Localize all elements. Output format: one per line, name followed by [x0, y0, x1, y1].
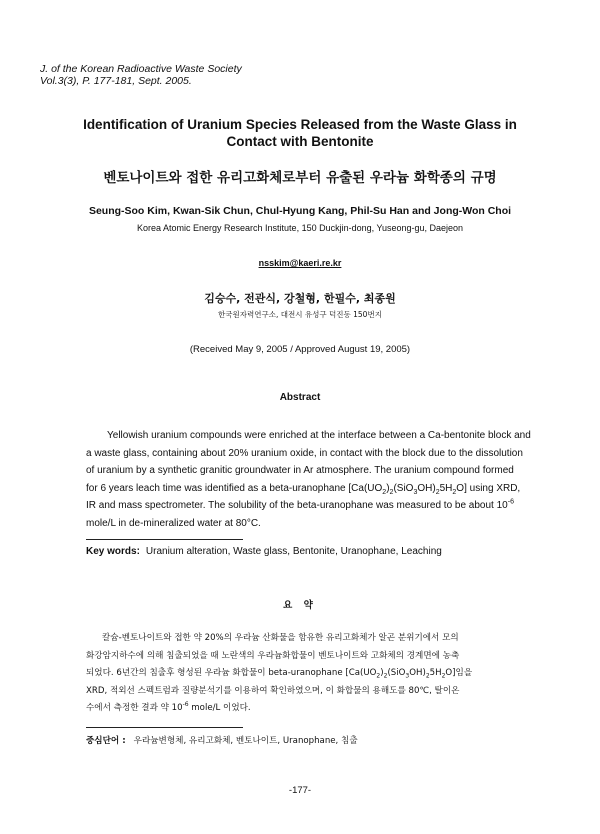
korean-abstract-line: 칼슘-벤토나이트와 접한 약 20%의 우라늄 산화물을 함유한 유리고화체가 알곤 분위기에서 모의	[102, 633, 459, 643]
journal-citation	[40, 63, 242, 87]
text-run: OH)	[417, 482, 436, 494]
korean-abstract-body	[86, 630, 526, 718]
abstract-line: mole/L in de-mineralized water at 80°C.	[86, 517, 261, 529]
abstract-line: Yellowish uranium compounds were enriched at the interface between a Ca-bentonite block and	[107, 430, 531, 441]
text-run: 5H	[429, 668, 442, 679]
received-dates: (Received May 9, 2005 / Approved August 19, 2005)	[189, 344, 411, 355]
abstract-body	[86, 427, 531, 533]
korean-abstract-line	[86, 665, 526, 683]
subscript: 2	[382, 488, 387, 496]
text-run: IR and mass spectrometer. The solubility of the beta-uranophane was measured to be about 10	[86, 500, 508, 512]
abstract-heading: Abstract	[279, 392, 321, 403]
superscript: -6	[507, 499, 514, 507]
korean-keywords-text: 우라늄변형체, 유리고화체, 벤토나이트, Uranophane, 침출	[133, 736, 358, 746]
subscript: 2	[435, 488, 440, 496]
abstract-line: of uranium by a synthetic granitic groundwater in Ar atmosphere. The uranium compound formed	[86, 465, 514, 477]
korean-affiliation: 한국원자력연구소, 대전시 유성구 덕진동 150번지	[218, 310, 382, 319]
text-run: mole/L 이었다.	[188, 703, 251, 714]
page-number: -177-	[288, 785, 312, 796]
keywords-text: Uranium alteration, Waste glass, Bentonite, Uranophane, Leaching	[145, 546, 442, 557]
subscript: 2	[425, 672, 430, 680]
text-run: for 6 years leach time was identified as a beta-uranophane [Ca(UO	[86, 482, 383, 494]
korean-abstract-line: 화강암지하수에 의해 침출되었을 때 노란색의 우라늄화합물이 벤토나이트와 고화체의 경계면에 농축	[86, 650, 460, 661]
affiliation: Korea Atomic Energy Research Institute, 150 Duckjin-dong, Yuseong-gu, Daejeon	[136, 223, 464, 233]
subscript: 2	[383, 672, 388, 680]
abstract-line	[86, 480, 522, 498]
keywords-label: Key words:	[86, 546, 140, 557]
subscript: 2	[452, 488, 457, 496]
korean-abstract-line: XRD, 적외선 스펙트럼과 질량분석기를 이용하여 확인하였으며, 이 화합물의 용해도를 80℃, 탈이온	[86, 685, 460, 696]
text-run: (SiO	[393, 482, 414, 494]
korean-author-list: 김승수, 전관식, 강철형, 한필수, 최종원	[204, 292, 396, 305]
author-email[interactable]: nsskim@kaeri.re.kr	[258, 258, 342, 268]
korean-abstract-heading: 요 약	[283, 600, 317, 611]
subscript: 3	[405, 672, 410, 680]
text-run: 되었다. 6년간의 침출후 형성된 우라늄 화합물이 beta-uranophane [Ca(UO	[86, 668, 377, 679]
korean-abstract-line	[86, 700, 526, 718]
korean-keywords-label: 중심단어 :	[86, 736, 126, 746]
journal-volume: Vol.3(3), P. 177-181, Sept. 2005.	[40, 75, 192, 87]
title-line-2: Contact with Bentonite	[226, 134, 374, 149]
abstract-line	[86, 497, 522, 515]
paper-title	[60, 116, 540, 150]
text-run: (SiO	[387, 668, 406, 679]
journal-name: J. of the Korean Radioactive Waste Society	[40, 63, 242, 75]
text-run: 5H	[439, 482, 453, 494]
text-run: 수에서 측정한 결과 약 10	[86, 703, 183, 714]
title-line-1: Identification of Uranium Species Released from the Waste Glass in	[83, 117, 517, 132]
text-run: )	[380, 668, 384, 679]
text-run: )	[386, 482, 390, 494]
author-list: Seung-Soo Kim, Kwan-Sik Chun, Chul-Hyung Kang, Phil-Su Han and Jong-Won Choi	[88, 205, 512, 217]
subscript: 2	[441, 672, 446, 680]
subscript: 2	[389, 488, 394, 496]
keywords	[86, 546, 442, 557]
korean-keywords	[86, 734, 358, 746]
abstract-line: a waste glass, containing about 20% uranium oxide, in contact with the block due to the dissolution	[86, 447, 523, 459]
korean-title: 벤토나이트와 접한 유리고화체로부터 유출된 우라늄 화학종의 규명	[103, 170, 497, 186]
superscript: -6	[182, 701, 189, 709]
subscript: 2	[376, 672, 381, 680]
text-run: O]임을	[445, 668, 473, 679]
text-run: O] using XRD,	[456, 482, 521, 494]
divider	[86, 539, 243, 540]
text-run: OH)	[409, 668, 426, 679]
divider	[86, 727, 243, 728]
subscript: 3	[413, 488, 418, 496]
